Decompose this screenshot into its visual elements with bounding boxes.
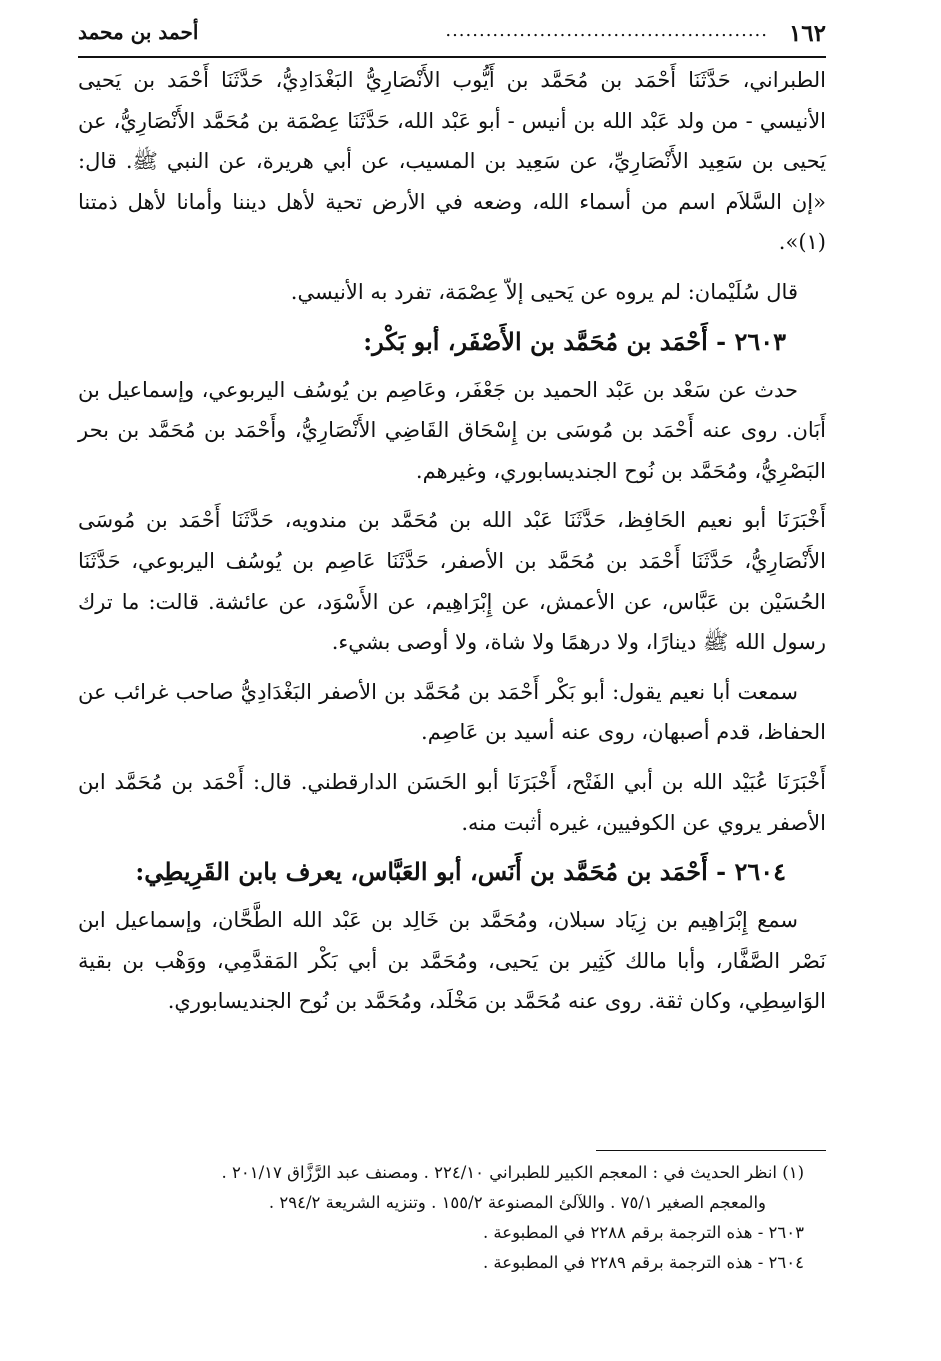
- running-title: أحمد بن محمد: [78, 20, 199, 44]
- footnote-1-line-1: (١) انظر الحديث في : المعجم الكبير للطبراني ٢٢٤/١٠ . ومصنف عبد الرَّزَّاق ٢٠١/١٧ .: [221, 1163, 804, 1182]
- paragraph-2603-daraqutni: أَخْبَرَنَا عُبَيْد الله بن أبي الفَتْح، أَخْبَرَنَا أبو الحَسَن الدارقطني. قال: أَحْمَد بن مُحَمَّد ابن الأصفر يروي عن الكوفيين، غيره أثبت منه.: [78, 769, 826, 835]
- footnote-1-line-2: والمعجم الصغير ٧٥/١ . واللآلئ المصنوعة ١٥٥/٢ . وتنزيه الشريعة ٢٩٤/٢ .: [268, 1193, 766, 1212]
- header-rule: [78, 56, 826, 58]
- header-dot-leader: ................................................: [445, 20, 768, 41]
- paragraph-2603-hadith: أَخْبَرَنَا أبو نعيم الحَافِظ، حَدَّثَنَا عَبْد الله بن مُحَمَّد بن مندويه، حَدَّثَنَا أَحْمَد بن مُوسَى الأَنْصَارِيُّ، حَدَّثَنَا أَحْمَد بن مُحَمَّد بن الأصفر، حَدَّثَنَا عَاصِم بن يُوسُف اليربوعي، حَدَّثَنَا الحُسَيْن بن عَبَّاس، عن الأعمش، عن إِبْرَاهِيم، عن الأَسْوَد، عن عائشة. قالت: ما ترك رسول الله ﷺ دينارًا، ولا درهمًا ولا شاة، ولا أوصى بشيء.: [78, 508, 826, 655]
- entry-heading-2604: ٢٦٠٤ - أَحْمَد بن مُحَمَّد بن أَنَس، أبو العَبَّاس، يعرف بابن القَرِيطِي:: [135, 857, 786, 887]
- main-text: [78, 60, 826, 1031]
- footnote-rule: [596, 1150, 826, 1151]
- page-header: [78, 20, 826, 56]
- paragraph-2603-narrators: حدث عن سَعْد بن عَبْد الحميد بن جَعْفَر، وعَاصِم بن يُوسُف اليربوعي، وإسماعيل بن أَبَان. روى عنه أَحْمَد بن مُوسَى بن إِسْحَاق القَاضِي الأَنْصَارِيُّ، وأَحْمَد بن مُحَمَّد بن بحر البَصْرِيُّ، ومُحَمَّد بن نُوح الجنديسابوري، وغيرهم.: [78, 377, 826, 483]
- footnote-2604: ٢٦٠٤ - هذه الترجمة برقم ٢٢٨٩ في المطبوعة .: [482, 1253, 804, 1272]
- footnote-2603: ٢٦٠٣ - هذه الترجمة برقم ٢٢٨٨ في المطبوعة .: [482, 1223, 804, 1242]
- footnotes: [60, 1158, 826, 1278]
- paragraph-2603-abu-nuaym: سمعت أبا نعيم يقول: أبو بَكْر أَحْمَد بن مُحَمَّد بن الأصفر البَغْدَادِيُّ صاحب غرائب عن الحفاظ، قدم أصبهان، روى عنه أسيد بن عَاصِم.: [78, 679, 826, 745]
- page-number: ١٦٢: [788, 20, 826, 47]
- paragraph-2604-narrators: سمع إِبْرَاهِيم بن زِيَاد سبلان، ومُحَمَّد بن خَالِد بن عَبْد الله الطَّحَّان، وإسماعيل ابن نَصْر الصَّفَّار، وأبا مالك كَثِير بن يَحيى، ومُحَمَّد بن أبي بَكْر المَقدَّمِي، ووَهْب بن بقية الوَاسِطِي، وكان ثقة. روى عنه مُحَمَّد بن مَخْلَد، ومُحَمَّد بن نُوح الجنديسابوري.: [78, 908, 826, 1014]
- entry-heading-2603: ٢٦٠٣ - أَحْمَد بن مُحَمَّد بن الأَصْفَر، أبو بَكْر:: [363, 326, 786, 356]
- paragraph-hadith-continuation: الطبراني، حَدَّثَنَا أَحْمَد بن مُحَمَّد بن أَيُّوب الأَنْصَارِيُّ البَغْدَادِيُّ، حَدَّثَنَا أَحْمَد بن يَحيى الأنيسي - من ولد عَبْد الله بن أنيس - أبو عَبْد الله، حَدَّثَنَا عِصْمَة بن مُحَمَّد الأَنْصَارِيُّ، عن يَحيى بن سَعِيد الأَنْصَارِيِّ، عن سَعِيد بن المسيب، عن أبي هريرة، عن النبي ﷺ. قال: «إن السَّلاَم اسم من أسماء الله، وضعه في الأرض تحية لأهل ديننا وأمانا لأهل ذمتنا (١)».: [78, 68, 826, 255]
- paragraph-sulayman-note: قال سُلَيْمان: لم يروه عن يَحيى إلاّ عِصْمَة، تفرد به الأنيسي.: [290, 279, 798, 304]
